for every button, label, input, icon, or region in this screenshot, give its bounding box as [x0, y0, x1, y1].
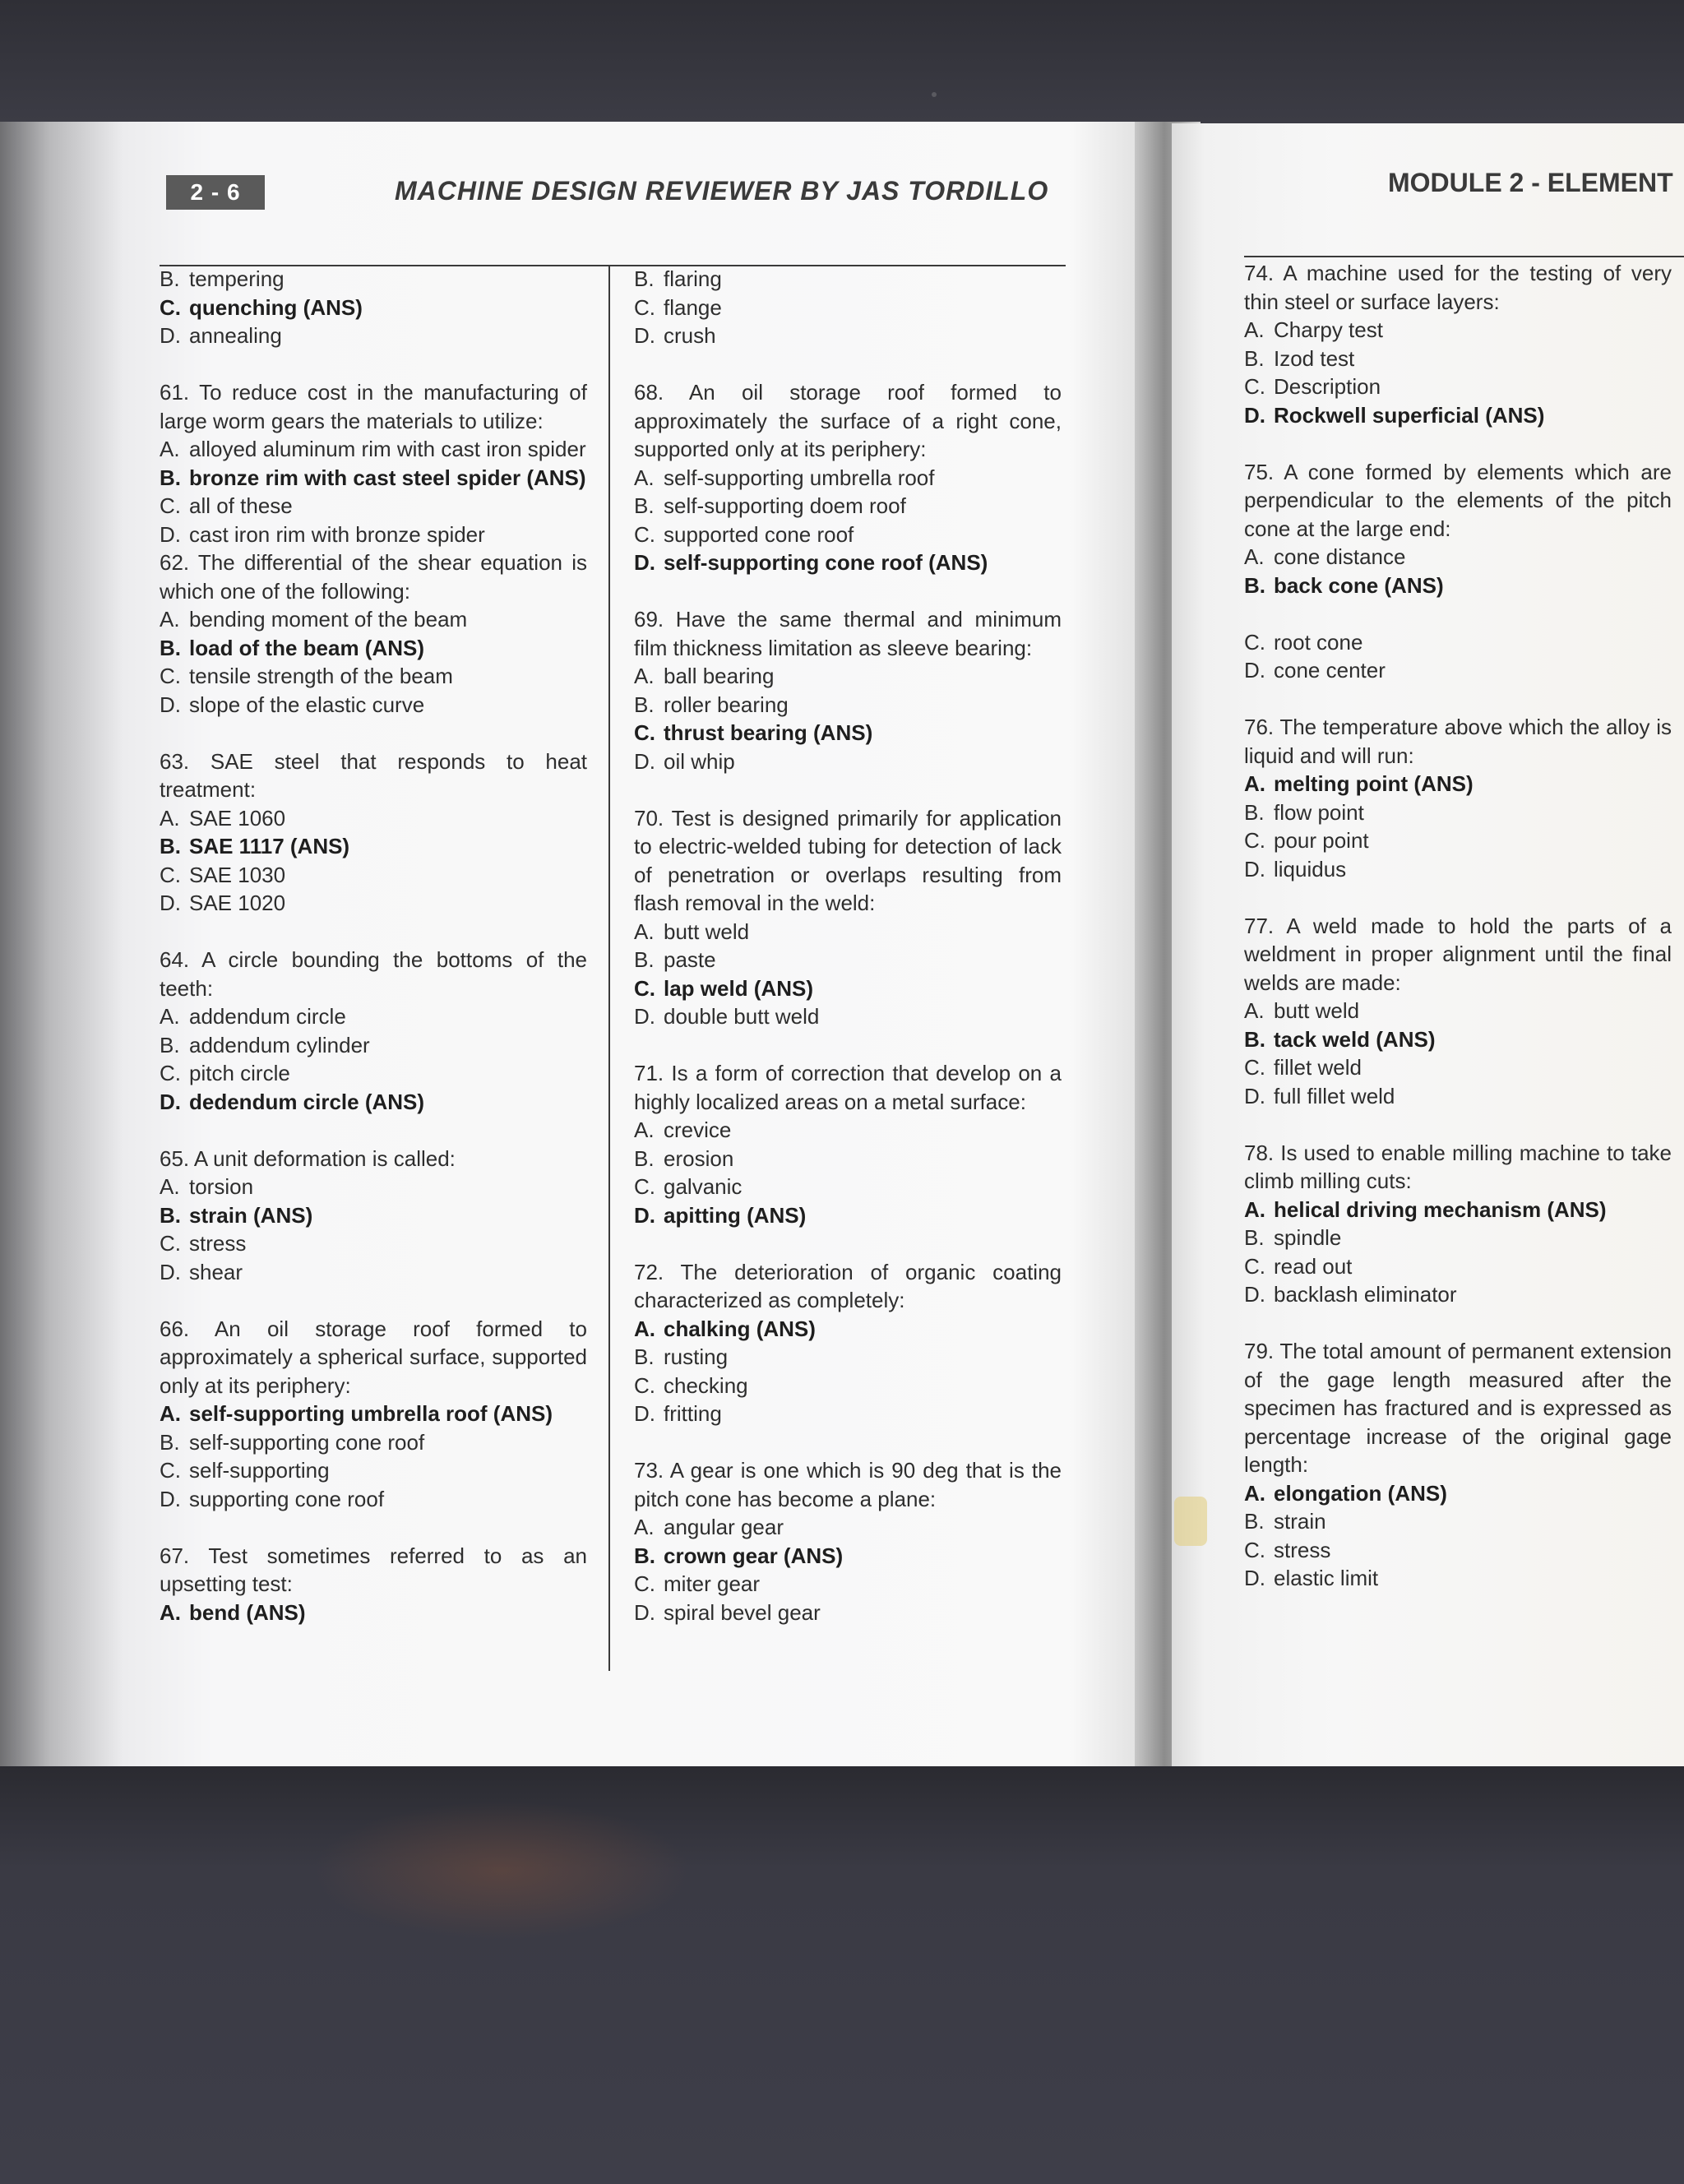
option-text: galvanic: [664, 1174, 743, 1199]
answer-option: [1244, 1479, 1672, 1508]
option-letter: A.: [634, 1117, 655, 1142]
question-item: [1244, 713, 1672, 883]
answer-option: [634, 1315, 1062, 1344]
option-text: SAE 1020: [189, 891, 286, 915]
answer-option: [1244, 1025, 1672, 1054]
page-tab-sticker: [1174, 1497, 1207, 1546]
option-text: full fillet weld: [1274, 1083, 1395, 1108]
option-text: shear: [189, 1259, 243, 1284]
choice-option: [1244, 997, 1672, 1025]
option-letter: B.: [634, 266, 655, 291]
answer-option: [1244, 571, 1672, 600]
option-text: helical driving mechanism (ANS): [1274, 1196, 1607, 1222]
page-number-badge: 2 - 6: [166, 175, 265, 210]
option-text: Izod test: [1274, 345, 1355, 371]
choice-option: [634, 265, 1062, 294]
option-text: elongation (ANS): [1274, 1480, 1447, 1506]
option-text: self-supporting umbrella roof: [664, 465, 935, 490]
question-item: [634, 804, 1062, 1031]
option-letter: A.: [160, 437, 180, 461]
question-item: [634, 605, 1062, 775]
question-stem: 66. An oil storage roof formed to approximately a spherical surface, supported only at its periphery:: [160, 1316, 587, 1398]
option-letter: D.: [160, 692, 181, 717]
option-text: crush: [664, 323, 716, 348]
option-text: addendum cylinder: [189, 1032, 370, 1057]
option-letter: D.: [160, 1089, 181, 1114]
choice-option: [160, 889, 587, 918]
choice-option: [634, 1002, 1062, 1031]
column-divider: [608, 265, 610, 1671]
choice-option: [1244, 1536, 1672, 1565]
option-letter: B.: [160, 834, 181, 858]
choice-option: [634, 521, 1062, 549]
choice-option: [160, 1031, 587, 1060]
choice-option: [1244, 543, 1672, 571]
option-text: self-supporting doem roof: [664, 493, 906, 518]
choice-option: [160, 662, 587, 691]
option-text: apitting (ANS): [664, 1202, 807, 1228]
option-letter: B.: [634, 692, 655, 717]
choice-option: [1244, 656, 1672, 685]
option-letter: A.: [1244, 317, 1265, 342]
option-text: double butt weld: [664, 1004, 820, 1029]
choice-option: [634, 1400, 1062, 1428]
answer-option: [1244, 770, 1672, 798]
choice-option: [1244, 345, 1672, 373]
book-title-header: MACHINE DESIGN REVIEWER BY JAS TORDILLO: [395, 176, 1049, 206]
option-letter: C.: [160, 664, 181, 688]
option-text: all of these: [189, 493, 293, 518]
answer-option: [1244, 1196, 1672, 1224]
answer-option: [160, 1201, 587, 1230]
option-text: SAE 1060: [189, 805, 286, 831]
question-item: [634, 1258, 1062, 1428]
answer-option: [160, 464, 587, 493]
option-text: Description: [1274, 374, 1381, 399]
question-item: [634, 1059, 1062, 1229]
option-letter: C.: [634, 1571, 655, 1596]
option-letter: B.: [160, 1032, 180, 1057]
option-letter: B.: [634, 1344, 655, 1369]
option-text: flow point: [1274, 799, 1364, 825]
option-letter: A.: [634, 465, 655, 490]
choice-option: [634, 946, 1062, 974]
option-letter: C.: [634, 521, 655, 547]
question-stem: 69. Have the same thermal and minimum film thickness limitation as sleeve bearing:: [634, 607, 1062, 660]
answer-option: [160, 294, 587, 322]
choice-option: [634, 662, 1062, 691]
question-item: [1244, 912, 1672, 1111]
option-text: erosion: [664, 1145, 734, 1171]
question-stem: 77. A weld made to hold the parts of a weldment in proper alignment until the final welds are made:: [1244, 913, 1672, 995]
option-text: bend (ANS): [189, 1599, 306, 1625]
choice-option: [160, 1173, 587, 1201]
option-text: torsion: [189, 1174, 254, 1199]
choice-option: [1244, 1252, 1672, 1281]
option-letter: C.: [160, 1061, 181, 1085]
question-stem: 76. The temperature above which the alloy is liquid and will run:: [1244, 715, 1672, 768]
scanner-background-top: [0, 0, 1684, 123]
module-title-header: MODULE 2 - ELEMENT: [1388, 168, 1673, 197]
option-letter: A.: [634, 1316, 655, 1341]
option-text: Rockwell superficial (ANS): [1274, 402, 1545, 428]
option-text: supported cone roof: [664, 521, 854, 547]
question-stem: 70. Test is designed primarily for application to electric-welded tubing for detection of lack of penetration or overlaps resulting from flash removal in the weld:: [634, 805, 1062, 915]
question-stem: 65. A unit deformation is called:: [160, 1145, 456, 1171]
choice-option: [1244, 1507, 1672, 1536]
question-item: [160, 946, 587, 1116]
option-letter: D.: [160, 323, 181, 348]
question-item: [160, 548, 587, 719]
option-text: load of the beam (ANS): [189, 635, 425, 660]
question-item: [160, 378, 587, 548]
answer-option: [160, 832, 587, 861]
option-text: rusting: [664, 1344, 729, 1369]
option-letter: C.: [634, 720, 655, 745]
option-text: root cone: [1274, 629, 1363, 655]
option-letter: C.: [160, 493, 181, 518]
choice-option: [634, 322, 1062, 350]
choice-option: [634, 464, 1062, 493]
option-text: slope of the elastic curve: [189, 692, 425, 717]
option-text: strain (ANS): [189, 1202, 313, 1228]
choice-option: [1244, 1082, 1672, 1111]
option-text: fillet weld: [1274, 1055, 1362, 1080]
option-letter: D.: [1244, 1282, 1265, 1307]
choice-option: [1244, 1053, 1672, 1082]
choice-option: [160, 1485, 587, 1514]
option-text: tensile strength of the beam: [189, 664, 453, 688]
question-stem: 62. The differential of the shear equation is which one of the following:: [160, 550, 587, 604]
option-text: cone distance: [1274, 544, 1406, 569]
option-letter: D.: [634, 1599, 655, 1625]
option-letter: D.: [1244, 856, 1265, 881]
option-text: roller bearing: [664, 692, 789, 717]
option-letter: B.: [1244, 799, 1265, 825]
question-item: [160, 1315, 587, 1514]
question-item: [634, 1456, 1062, 1626]
choice-option: [634, 1145, 1062, 1173]
option-text: angular gear: [664, 1515, 784, 1539]
choice-option: [634, 747, 1062, 776]
option-letter: D.: [1244, 1083, 1265, 1108]
question-item: [1244, 1139, 1672, 1309]
option-letter: A.: [1244, 771, 1265, 796]
answer-option: [1244, 401, 1672, 430]
option-letter: C.: [160, 862, 181, 887]
option-letter: C.: [1244, 828, 1265, 853]
header-rule-right: [1244, 256, 1684, 257]
option-letter: C.: [1244, 374, 1265, 399]
choice-option: [1244, 316, 1672, 345]
choice-option: [634, 1173, 1062, 1201]
option-text: spiral bevel gear: [664, 1599, 821, 1625]
option-letter: C.: [1244, 1537, 1265, 1562]
option-letter: B.: [1244, 1509, 1265, 1534]
option-letter: C.: [1244, 1253, 1265, 1279]
choice-option: [1244, 1224, 1672, 1252]
answer-option: [160, 1599, 587, 1627]
option-text: pour point: [1274, 828, 1369, 853]
option-letter: D.: [634, 323, 655, 348]
option-text: crevice: [664, 1117, 732, 1142]
option-text: supporting cone roof: [189, 1486, 385, 1511]
question-stem: 61. To reduce cost in the manufacturing of large worm gears the materials to utilize:: [160, 380, 587, 433]
answer-option: [160, 1400, 587, 1428]
question-column-3: [1244, 259, 1672, 1621]
option-letter: A.: [160, 1599, 181, 1625]
option-text: paste: [664, 947, 716, 972]
question-stem: 74. A machine used for the testing of very thin steel or surface layers:: [1244, 261, 1672, 314]
option-letter: C.: [634, 294, 655, 320]
scanner-background-bottom: [0, 1764, 1684, 2184]
option-text: ball bearing: [664, 664, 775, 688]
answer-option: [160, 1088, 587, 1117]
option-text: stress: [1274, 1537, 1331, 1562]
option-letter: A.: [160, 805, 180, 831]
choice-option: [1244, 826, 1672, 855]
option-text: spindle: [1274, 1225, 1342, 1250]
choice-option: [160, 1002, 587, 1031]
dust-speck: [932, 92, 937, 97]
answer-option: [634, 548, 1062, 577]
option-text: read out: [1274, 1253, 1353, 1279]
option-text: bending moment of the beam: [189, 607, 468, 632]
option-letter: A.: [634, 1515, 655, 1539]
answer-option: [160, 634, 587, 663]
option-letter: C.: [160, 1458, 181, 1483]
option-text: dedendum circle (ANS): [189, 1089, 425, 1114]
option-letter: D.: [1244, 658, 1265, 682]
choice-option: [634, 1599, 1062, 1627]
option-text: miter gear: [664, 1571, 761, 1596]
option-letter: A.: [634, 664, 655, 688]
choice-option: [160, 1456, 587, 1485]
option-text: strain: [1274, 1509, 1326, 1534]
option-text: self-supporting: [189, 1458, 330, 1483]
option-letter: B.: [1244, 1026, 1265, 1052]
choice-option: [634, 294, 1062, 322]
choice-option: [634, 691, 1062, 720]
choice-option: [160, 605, 587, 634]
question-stem: 72. The deterioration of organic coating characterized as completely:: [634, 1259, 1062, 1312]
option-text: elastic limit: [1274, 1566, 1379, 1590]
option-text: thrust bearing (ANS): [664, 720, 873, 745]
option-letter: B.: [160, 635, 181, 660]
option-letter: A.: [1244, 1480, 1265, 1506]
choice-option: [1244, 1564, 1672, 1593]
question-stem: 71. Is a form of correction that develop on a highly localized areas on a metal surface:: [634, 1061, 1062, 1114]
option-text: alloyed aluminum rim with cast iron spider: [189, 437, 586, 461]
question-stem: 63. SAE steel that responds to heat treatment:: [160, 748, 587, 802]
choice-option: [634, 492, 1062, 521]
option-text: cast iron rim with bronze spider: [189, 521, 485, 547]
question-column-2: [634, 265, 1062, 1655]
question-stem: 73. A gear is one which is 90 deg that is the pitch cone has become a plane:: [634, 1458, 1062, 1511]
option-text: Charpy test: [1274, 317, 1383, 342]
option-letter: D.: [634, 550, 655, 575]
option-letter: C.: [634, 1372, 655, 1398]
question-item: [160, 265, 587, 350]
question-item: [1244, 458, 1672, 685]
choice-option: [634, 1570, 1062, 1599]
option-text: fritting: [664, 1401, 722, 1426]
option-letter: D.: [160, 1486, 181, 1511]
choice-option: [634, 1372, 1062, 1400]
choice-option: [160, 492, 587, 521]
choice-option: [160, 521, 587, 549]
option-text: chalking (ANS): [664, 1316, 816, 1341]
question-stem: 67. Test sometimes referred to as an upsetting test:: [160, 1543, 587, 1596]
choice-option: [160, 861, 587, 890]
option-letter: B.: [634, 1543, 655, 1568]
option-letter: B.: [160, 1429, 180, 1455]
question-item: [1244, 259, 1672, 429]
option-letter: C.: [1244, 629, 1265, 655]
option-letter: B.: [1244, 1225, 1265, 1250]
answer-option: [634, 719, 1062, 747]
choice-option: [160, 691, 587, 720]
option-text: melting point (ANS): [1274, 771, 1474, 796]
choice-option: [160, 265, 587, 294]
answer-option: [634, 1542, 1062, 1571]
option-letter: A.: [160, 1401, 181, 1426]
option-text: backlash eliminator: [1274, 1282, 1457, 1307]
option-text: cone center: [1274, 658, 1386, 682]
option-text: annealing: [189, 323, 282, 348]
option-text: crown gear (ANS): [664, 1543, 844, 1568]
question-item: [160, 1145, 587, 1287]
option-letter: B.: [160, 266, 180, 291]
option-text: self-supporting umbrella roof (ANS): [189, 1401, 553, 1426]
choice-option: [1244, 628, 1672, 657]
option-letter: C.: [1244, 1055, 1265, 1080]
option-letter: D.: [1244, 1566, 1265, 1590]
option-letter: A.: [160, 1174, 180, 1199]
option-letter: B.: [1244, 572, 1265, 598]
option-letter: A.: [160, 1004, 180, 1029]
option-letter: B.: [634, 493, 655, 518]
option-letter: B.: [160, 1202, 181, 1228]
option-text: bronze rim with cast steel spider (ANS): [189, 465, 586, 490]
question-stem: 64. A circle bounding the bottoms of the teeth:: [160, 947, 587, 1001]
option-letter: C.: [160, 294, 181, 320]
option-text: back cone (ANS): [1274, 572, 1444, 598]
option-letter: B.: [634, 947, 655, 972]
option-letter: B.: [634, 1145, 655, 1171]
choice-option: [634, 1116, 1062, 1145]
option-text: liquidus: [1274, 856, 1347, 881]
option-text: quenching (ANS): [189, 294, 363, 320]
choice-option: [1244, 855, 1672, 884]
option-letter: D.: [160, 1259, 181, 1284]
choice-option: [160, 1229, 587, 1258]
question-column-1: [160, 265, 587, 1655]
option-letter: A.: [634, 918, 655, 944]
option-text: butt weld: [664, 918, 750, 944]
question-stem: 78. Is used to enable milling machine to take climb milling cuts:: [1244, 1140, 1672, 1193]
choice-option: [1244, 798, 1672, 827]
choice-option: [160, 1428, 587, 1457]
option-letter: D.: [160, 521, 181, 547]
option-text: butt weld: [1274, 998, 1360, 1023]
question-item: [1244, 1337, 1672, 1593]
option-letter: D.: [634, 1202, 655, 1228]
option-text: stress: [189, 1231, 247, 1256]
question-stem: 79. The total amount of permanent extension of the gage length measured after the specimen has fractured and is expressed as percentage increase of the original gage length:: [1244, 1339, 1672, 1477]
question-stem: 75. A cone formed by elements which are perpendicular to the elements of the pitch cone at the large end:: [1244, 459, 1672, 541]
option-text: self-supporting cone roof: [189, 1429, 425, 1455]
option-letter: D.: [1244, 402, 1265, 428]
option-text: checking: [664, 1372, 748, 1398]
choice-option: [160, 804, 587, 833]
option-letter: B.: [160, 465, 181, 490]
choice-option: [634, 918, 1062, 946]
option-letter: A.: [1244, 1196, 1265, 1222]
option-text: flange: [664, 294, 722, 320]
choice-option: [160, 322, 587, 350]
option-text: tempering: [189, 266, 285, 291]
question-item: [160, 1542, 587, 1627]
option-letter: C.: [634, 1174, 655, 1199]
question-item: [634, 265, 1062, 350]
choice-option: [1244, 372, 1672, 401]
answer-option: [634, 1201, 1062, 1230]
background-reflection: [312, 1801, 691, 1941]
question-stem: 68. An oil storage roof formed to approximately the surface of a right cone, supported only at its periphery:: [634, 380, 1062, 461]
option-text: SAE 1030: [189, 862, 286, 887]
question-item: [160, 747, 587, 918]
option-letter: A.: [160, 607, 180, 632]
choice-option: [634, 1513, 1062, 1542]
option-text: flaring: [664, 266, 722, 291]
choice-option: [160, 435, 587, 464]
choice-option: [160, 1059, 587, 1088]
option-letter: A.: [1244, 544, 1265, 569]
option-text: SAE 1117 (ANS): [189, 834, 350, 858]
choice-option: [160, 1258, 587, 1287]
option-text: self-supporting cone roof (ANS): [664, 550, 988, 575]
option-text: lap weld (ANS): [664, 975, 814, 1001]
choice-option: [634, 1343, 1062, 1372]
option-letter: D.: [160, 891, 181, 915]
option-text: oil whip: [664, 748, 735, 774]
choice-option: [1244, 1280, 1672, 1309]
question-item: [634, 378, 1062, 577]
option-letter: D.: [634, 1401, 655, 1426]
option-text: pitch circle: [189, 1061, 290, 1085]
option-letter: D.: [634, 748, 655, 774]
option-letter: A.: [1244, 998, 1265, 1023]
option-text: tack weld (ANS): [1274, 1026, 1436, 1052]
option-letter: B.: [1244, 345, 1265, 371]
answer-option: [634, 974, 1062, 1003]
option-letter: D.: [634, 1004, 655, 1029]
option-letter: C.: [634, 975, 655, 1001]
option-letter: C.: [160, 1231, 181, 1256]
option-text: addendum circle: [189, 1004, 346, 1029]
